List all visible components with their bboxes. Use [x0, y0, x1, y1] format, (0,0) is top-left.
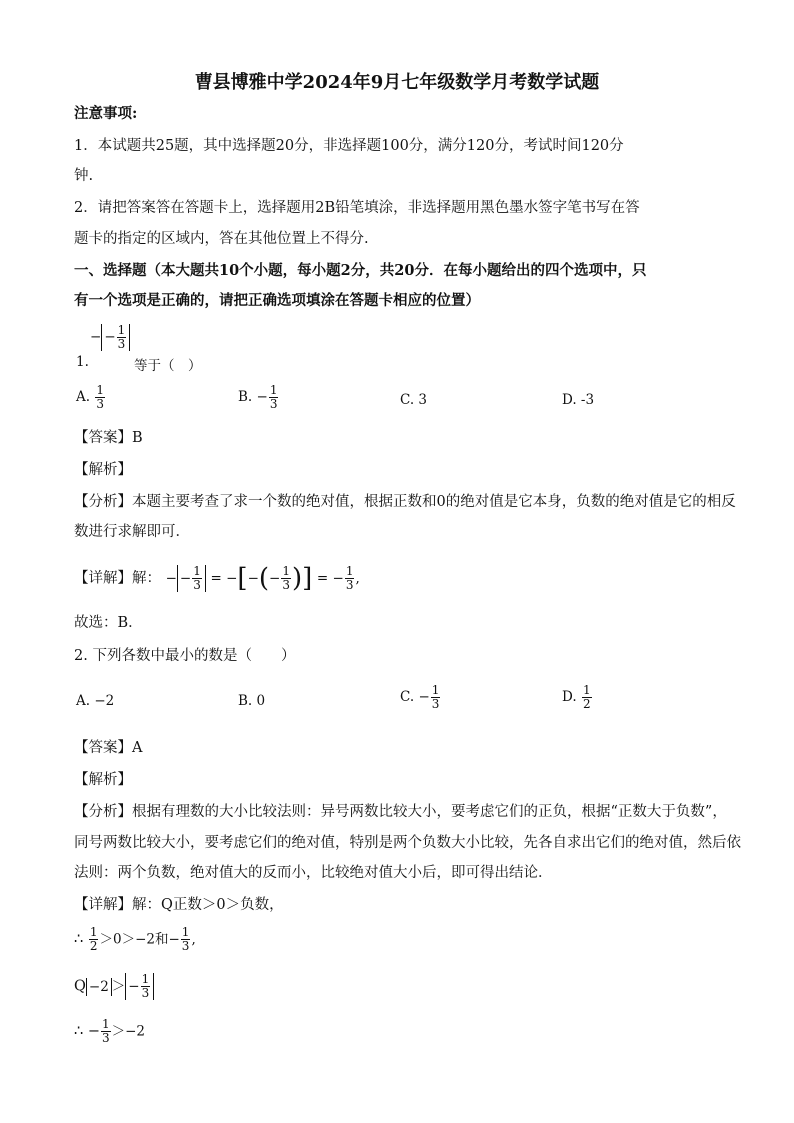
- q2-stem: 2. 下列各数中最小的数是（ ）: [74, 648, 296, 664]
- q1-fenxi-line1: 【分析】本题主要考查了求一个数的绝对值，根据正数和0的绝对值是它本身，负数的绝对值是它的相反: [74, 494, 736, 510]
- q1-analysis-label: 【解析】: [74, 462, 132, 478]
- q1-option-c: C. 3: [400, 392, 428, 408]
- section-heading-line2: 有一个选项是正确的，请把正确选项填涂在答题卡相应的位置）: [74, 292, 480, 309]
- notice-item-2b: 题卡的指定的区域内，答在其他位置上不得分.: [74, 231, 369, 247]
- page-title: 曹县博雅中学2024年9月七年级数学月考数学试题: [194, 72, 600, 93]
- q1-stem-suffix: 等于（ ）: [134, 358, 202, 374]
- q2-fenxi-line3: 法则：两个负数，绝对值大的反而小，比较绝对值大小后，即可得出结论．: [74, 865, 553, 881]
- q1-conclusion: 故选：B．: [74, 615, 143, 631]
- q1-option-b: B. − $\frac{1}{3}$: [238, 383, 278, 411]
- q2-analysis-label: 【解析】: [74, 772, 132, 788]
- q2-step1: ∴ $\frac{1}{2}$ ＞0＞−2和− $\frac{1}{3}$ ,: [74, 925, 196, 953]
- q1-option-a: A. $\frac{1}{3}$: [76, 383, 104, 411]
- q1-fenxi-line2: 数进行求解即可．: [74, 524, 190, 540]
- q1-answer: 【答案】B: [74, 430, 143, 446]
- q2-fenxi-line2: 同号两数比较大小，要考虑它们的绝对值，特别是两个负数大小比较，先各自求出它们的绝对值，然后依: [74, 835, 741, 851]
- q2-fenxi-line1: 【分析】根据有理数的大小比较法则：异号两数比较大小，要考虑它们的正负，根据“正数大于负数”，: [74, 804, 727, 820]
- q2-answer: 【答案】A: [74, 740, 143, 756]
- q2-option-b: B. 0: [238, 693, 266, 709]
- q2-step3: ∴ − $\frac{1}{3}$ ＞−2: [74, 1017, 146, 1045]
- q2-xiangjie: 【详解】解：Q正数＞0＞负数，: [74, 897, 284, 913]
- notice-item-2a: 2．请把答案答在答题卡上，选择题用2B铅笔填涂，非选择题用黑色墨水签字笔书写在答: [74, 200, 640, 216]
- q1-solution: 【详解】解： − − $\frac{1}{3}$ = −[−(− $\frac{1}{3}$ )] = − $\frac{1}{3}$ ,: [74, 563, 360, 594]
- q2-option-c: C. − $\frac{1}{3}$: [400, 683, 440, 711]
- notice-item-1a: 1．本试题共25题，其中选择题20分，非选择题100分，满分120分，考试时间120分: [74, 138, 624, 154]
- q1-number: 1.: [76, 354, 89, 370]
- q2-step2: Q −2 ＞ − $\frac{1}{3}$: [74, 973, 154, 1000]
- q1-option-d: D. -3: [562, 392, 595, 408]
- q2-option-a: A. −2: [76, 693, 115, 709]
- q1-expression: − − $\frac{1}{3}$: [90, 324, 130, 351]
- q2-option-d: D. $\frac{1}{2}$: [562, 683, 591, 711]
- notice-heading: 注意事项:: [74, 105, 138, 122]
- notice-item-1b: 钟.: [74, 168, 94, 184]
- section-heading-line1: 一、选择题（本大题共10个小题，每小题2分，共20分．在每小题给出的四个选项中，只: [74, 262, 647, 279]
